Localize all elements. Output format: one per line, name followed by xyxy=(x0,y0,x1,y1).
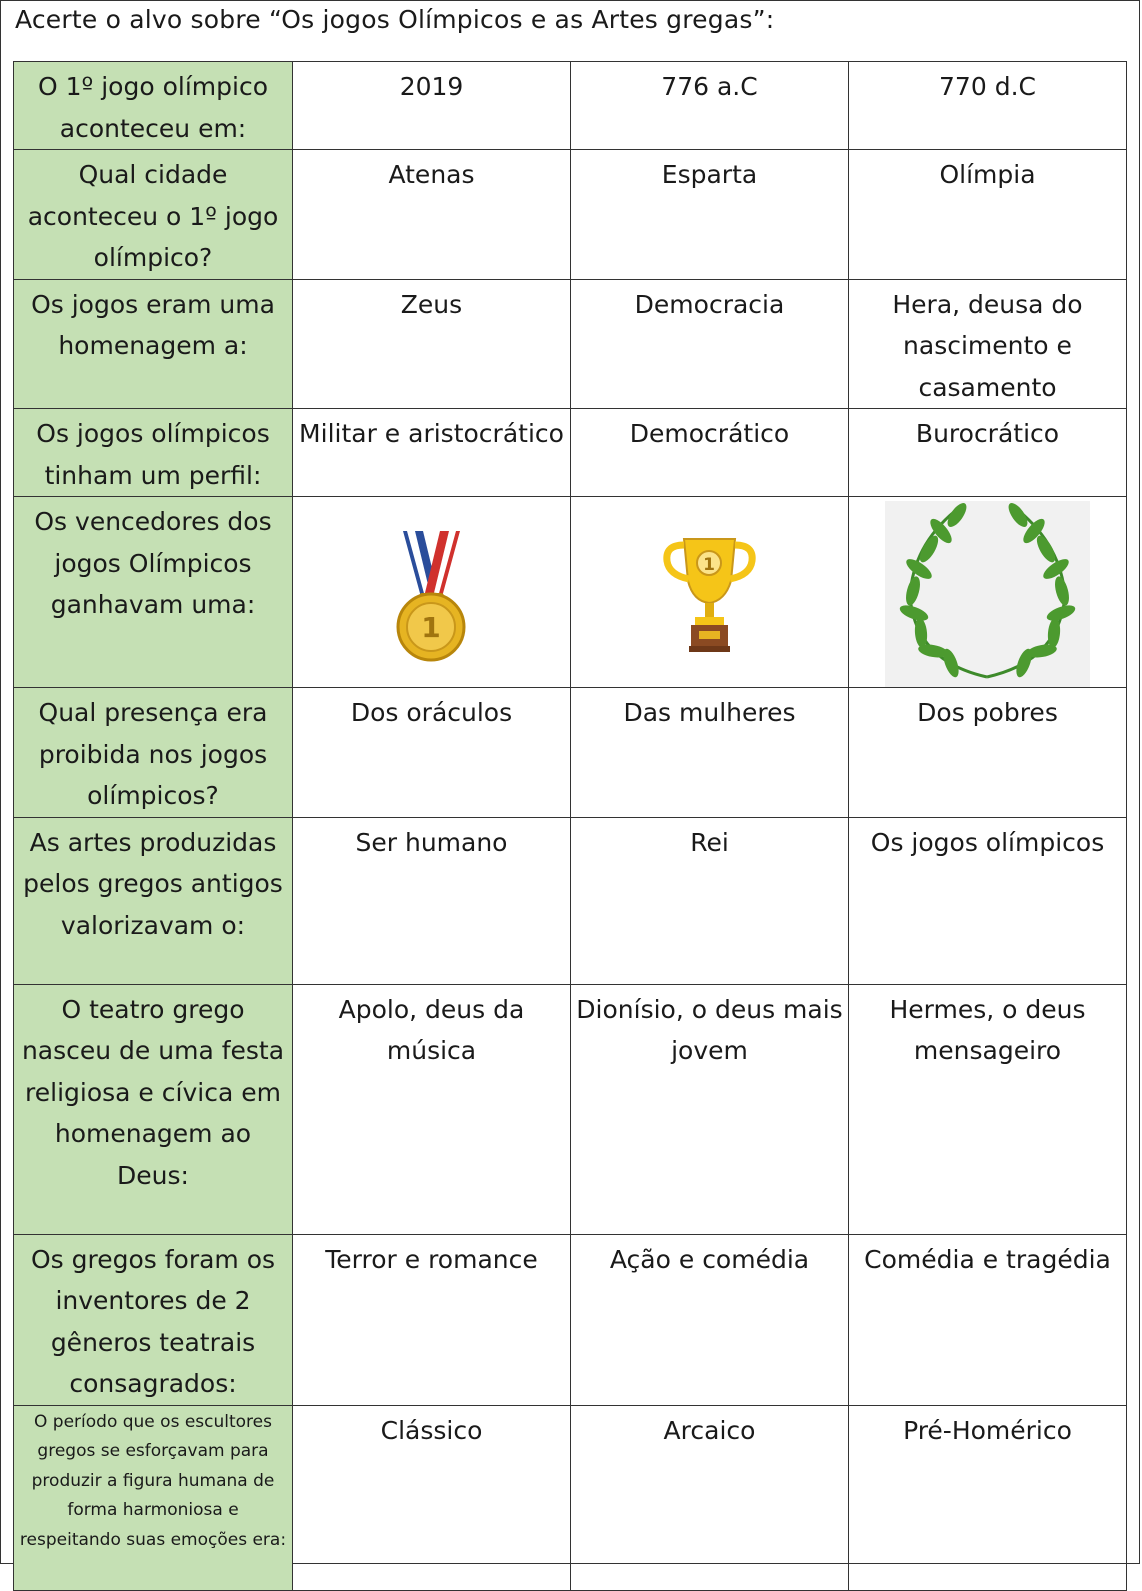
answer-option[interactable]: Terror e romance xyxy=(293,1234,571,1405)
question-cell: Os jogos olímpicos tinham um perfil: xyxy=(14,409,293,497)
answer-option[interactable]: Comédia e tragédia xyxy=(849,1234,1127,1405)
answer-option[interactable]: Clássico xyxy=(293,1405,571,1590)
answer-option[interactable]: 770 d.C xyxy=(849,62,1127,150)
gold-medal-icon xyxy=(339,501,524,687)
quiz-table xyxy=(13,61,1127,1591)
question-cell: Os jogos eram uma homenagem a: xyxy=(14,279,293,409)
answer-option[interactable]: 776 a.C xyxy=(571,62,849,150)
answer-option[interactable]: Dos pobres xyxy=(849,688,1127,818)
answer-option[interactable]: Atenas xyxy=(293,150,571,280)
quiz-row-4 xyxy=(14,409,1127,497)
answer-option[interactable]: Apolo, deus da música xyxy=(293,984,571,1234)
answer-option[interactable]: Rei xyxy=(571,817,849,984)
worksheet-title: Acerte o alvo sobre “Os jogos Olímpicos e as Artes gregas”: xyxy=(15,5,775,34)
quiz-row-9 xyxy=(14,1234,1127,1405)
answer-option[interactable]: Zeus xyxy=(293,279,571,409)
answer-option[interactable]: Ação e comédia xyxy=(571,1234,849,1405)
quiz-row-10 xyxy=(14,1405,1127,1590)
answer-option[interactable]: Olímpia xyxy=(849,150,1127,280)
answer-option[interactable]: Hera, deusa do nascimento e casamento xyxy=(849,279,1127,409)
answer-option[interactable]: Hermes, o deus mensageiro xyxy=(849,984,1127,1234)
svg-text:1: 1 xyxy=(421,611,441,644)
trophy-icon xyxy=(617,501,802,687)
answer-option[interactable]: Esparta xyxy=(571,150,849,280)
answer-option[interactable]: Militar e aristocrático xyxy=(293,409,571,497)
answer-option[interactable]: Democrático xyxy=(571,409,849,497)
question-cell: O teatro grego nasceu de uma festa religiosa e cívica em homenagem ao Deus: xyxy=(14,984,293,1234)
answer-option[interactable]: 2019 xyxy=(293,62,571,150)
answer-option-trophy[interactable] xyxy=(571,497,849,688)
quiz-row-2 xyxy=(14,150,1127,280)
answer-option[interactable]: Ser humano xyxy=(293,817,571,984)
answer-option[interactable]: Das mulheres xyxy=(571,688,849,818)
quiz-row-5 xyxy=(14,497,1127,688)
answer-option-laurel[interactable] xyxy=(849,497,1127,688)
question-cell: Qual presença era proibida nos jogos olímpicos? xyxy=(14,688,293,818)
svg-text:1: 1 xyxy=(703,555,715,575)
answer-option[interactable]: Dionísio, o deus mais jovem xyxy=(571,984,849,1234)
answer-option[interactable]: Democracia xyxy=(571,279,849,409)
answer-option[interactable]: Pré-Homérico xyxy=(849,1405,1127,1590)
question-cell: Os vencedores dos jogos Olímpicos ganhavam uma: xyxy=(14,497,293,688)
answer-option[interactable]: Os jogos olímpicos xyxy=(849,817,1127,984)
question-cell: As artes produzidas pelos gregos antigos valorizavam o: xyxy=(14,817,293,984)
answer-option[interactable]: Burocrático xyxy=(849,409,1127,497)
laurel-wreath-icon xyxy=(885,501,1090,687)
quiz-row-1 xyxy=(14,62,1127,150)
answer-option[interactable]: Dos oráculos xyxy=(293,688,571,818)
question-cell: O período que os escultores gregos se esforçavam para produzir a figura humana de forma harmoniosa e respeitando suas emoções era: xyxy=(14,1405,293,1590)
question-cell: O 1º jogo olímpico aconteceu em: xyxy=(14,62,293,150)
answer-option-medal[interactable] xyxy=(293,497,571,688)
quiz-row-3 xyxy=(14,279,1127,409)
question-cell: Os gregos foram os inventores de 2 gêneros teatrais consagrados: xyxy=(14,1234,293,1405)
quiz-row-8 xyxy=(14,984,1127,1234)
answer-option[interactable]: Arcaico xyxy=(571,1405,849,1590)
question-cell: Qual cidade aconteceu o 1º jogo olímpico? xyxy=(14,150,293,280)
quiz-row-6 xyxy=(14,688,1127,818)
quiz-row-7 xyxy=(14,817,1127,984)
